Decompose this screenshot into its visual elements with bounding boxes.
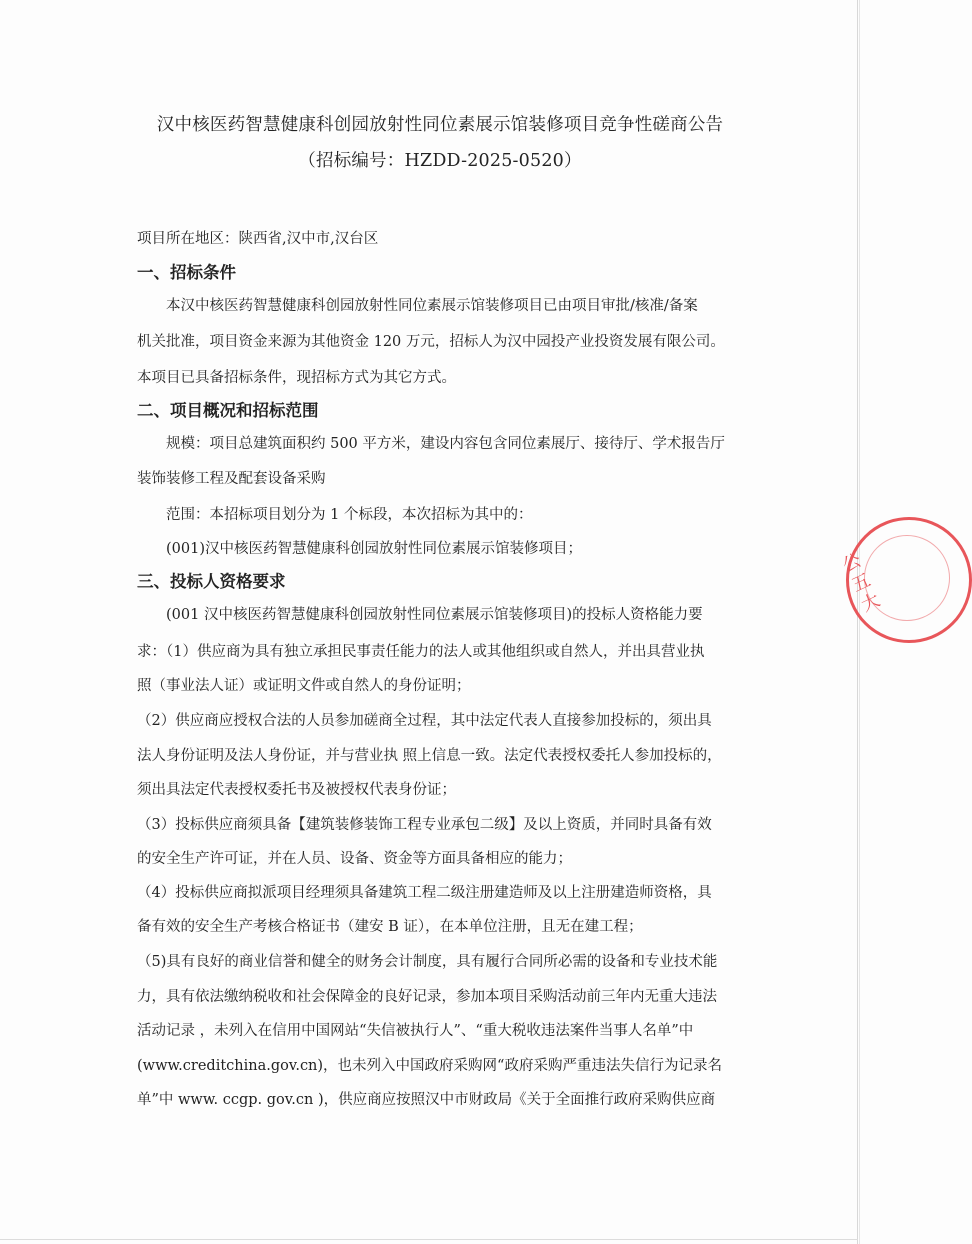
paragraph-line: 求：（1）供应商为具有独立承担民事责任能力的法人或其他组织或自然人，并出具营业执: [137, 644, 705, 660]
paragraph-line: 范围：本招标项目划分为 1 个标段，本次招标为其中的：: [166, 507, 533, 523]
paragraph-line: 照（事业法人证）或证明文件或自然人的身份证明；: [137, 678, 471, 694]
paragraph-line: 活动记录 ，未列入在信用中国网站“失信被执行人”、“重大税收违法案件当事人名单”中: [137, 1023, 694, 1039]
paragraph-line: 装饰装修工程及配套设备采购: [137, 471, 326, 487]
paragraph-line: 力，具有依法缴纳税收和社会保障金的良好记录，参加本项目采购活动前三年内无重大违法: [137, 989, 717, 1005]
paragraph-line: （4）投标供应商拟派项目经理须具备建筑工程二级注册建造师及以上注册建造师资格，具: [137, 885, 712, 901]
section-heading: 二、项目概况和招标范围: [137, 401, 319, 420]
paragraph-line: 本汉中核医药智慧健康科创园放射性同位素展示馆装修项目已由项目审批/核准/备案: [166, 298, 698, 314]
page-edge: [857, 0, 858, 1244]
paragraph-line: (001 汉中核医药智慧健康科创园放射性同位素展示馆装修项目)的投标人资格能力要: [166, 607, 703, 623]
paragraph-line: （5)具有良好的商业信誉和健全的财务会计制度，具有履行合同所必需的设备和专业技术能: [137, 954, 718, 970]
paragraph-line: (www.creditchina.gov.cn)，也未列入中国政府采购网“政府采购严重违法失信行为记录名: [137, 1058, 722, 1074]
tender-number: （招标编号：HZDD-2025-0520）: [298, 151, 582, 171]
paragraph-line: 须出具法定代表授权委托书及被授权代表身份证；: [137, 782, 456, 798]
section-heading: 三、投标人资格要求: [137, 572, 286, 591]
project-location: 项目所在地区：陕西省,汉中市,汉台区: [137, 231, 379, 247]
paragraph-line: （2）供应商应授权合法的人员参加磋商全过程，其中法定代表人直接参加投标的，须出具: [137, 713, 712, 729]
paragraph-line: 法人身份证明及法人身份证，并与营业执 照上信息一致。法定代表授权委托人参加投标的，: [137, 748, 722, 764]
paragraph-line: 的安全生产许可证，并在人员、设备、资金等方面具备相应的能力；: [137, 851, 572, 867]
paragraph-line: (001)汉中核医药智慧健康科创园放射性同位素展示馆装修项目；: [166, 541, 582, 557]
paragraph-line: 单”中 www. ccgp. gov.cn )，供应商应按照汉中市财政局《关于全面推行政府采购供应商: [137, 1092, 716, 1108]
document-title: 汉中核医药智慧健康科创园放射性同位素展示馆装修项目竞争性磋商公告: [156, 115, 724, 135]
paragraph-line: 备有效的安全生产考核合格证书（建安 B 证），在本单位注册，且无在建工程；: [137, 919, 643, 935]
paragraph-line: 本项目已具备招标条件，现招标方式为其它方式。: [137, 370, 456, 386]
section-heading: 一、招标条件: [137, 263, 236, 282]
official-seal-text: 公五大: [839, 549, 884, 617]
page-edge: [859, 0, 860, 1244]
paragraph-line: （3）投标供应商须具备【建筑装修装饰工程专业承包二级】及以上资质，并同时具备有效: [137, 817, 712, 833]
paragraph-line: 机关批准，项目资金来源为其他资金 120 万元，招标人为汉中园投产业投资发展有限公司。: [137, 334, 725, 350]
paragraph-line: 规模：项目总建筑面积约 500 平方米，建设内容包含同位素展厅、接待厅、学术报告厅: [166, 436, 725, 452]
page-edge: [0, 1239, 858, 1240]
